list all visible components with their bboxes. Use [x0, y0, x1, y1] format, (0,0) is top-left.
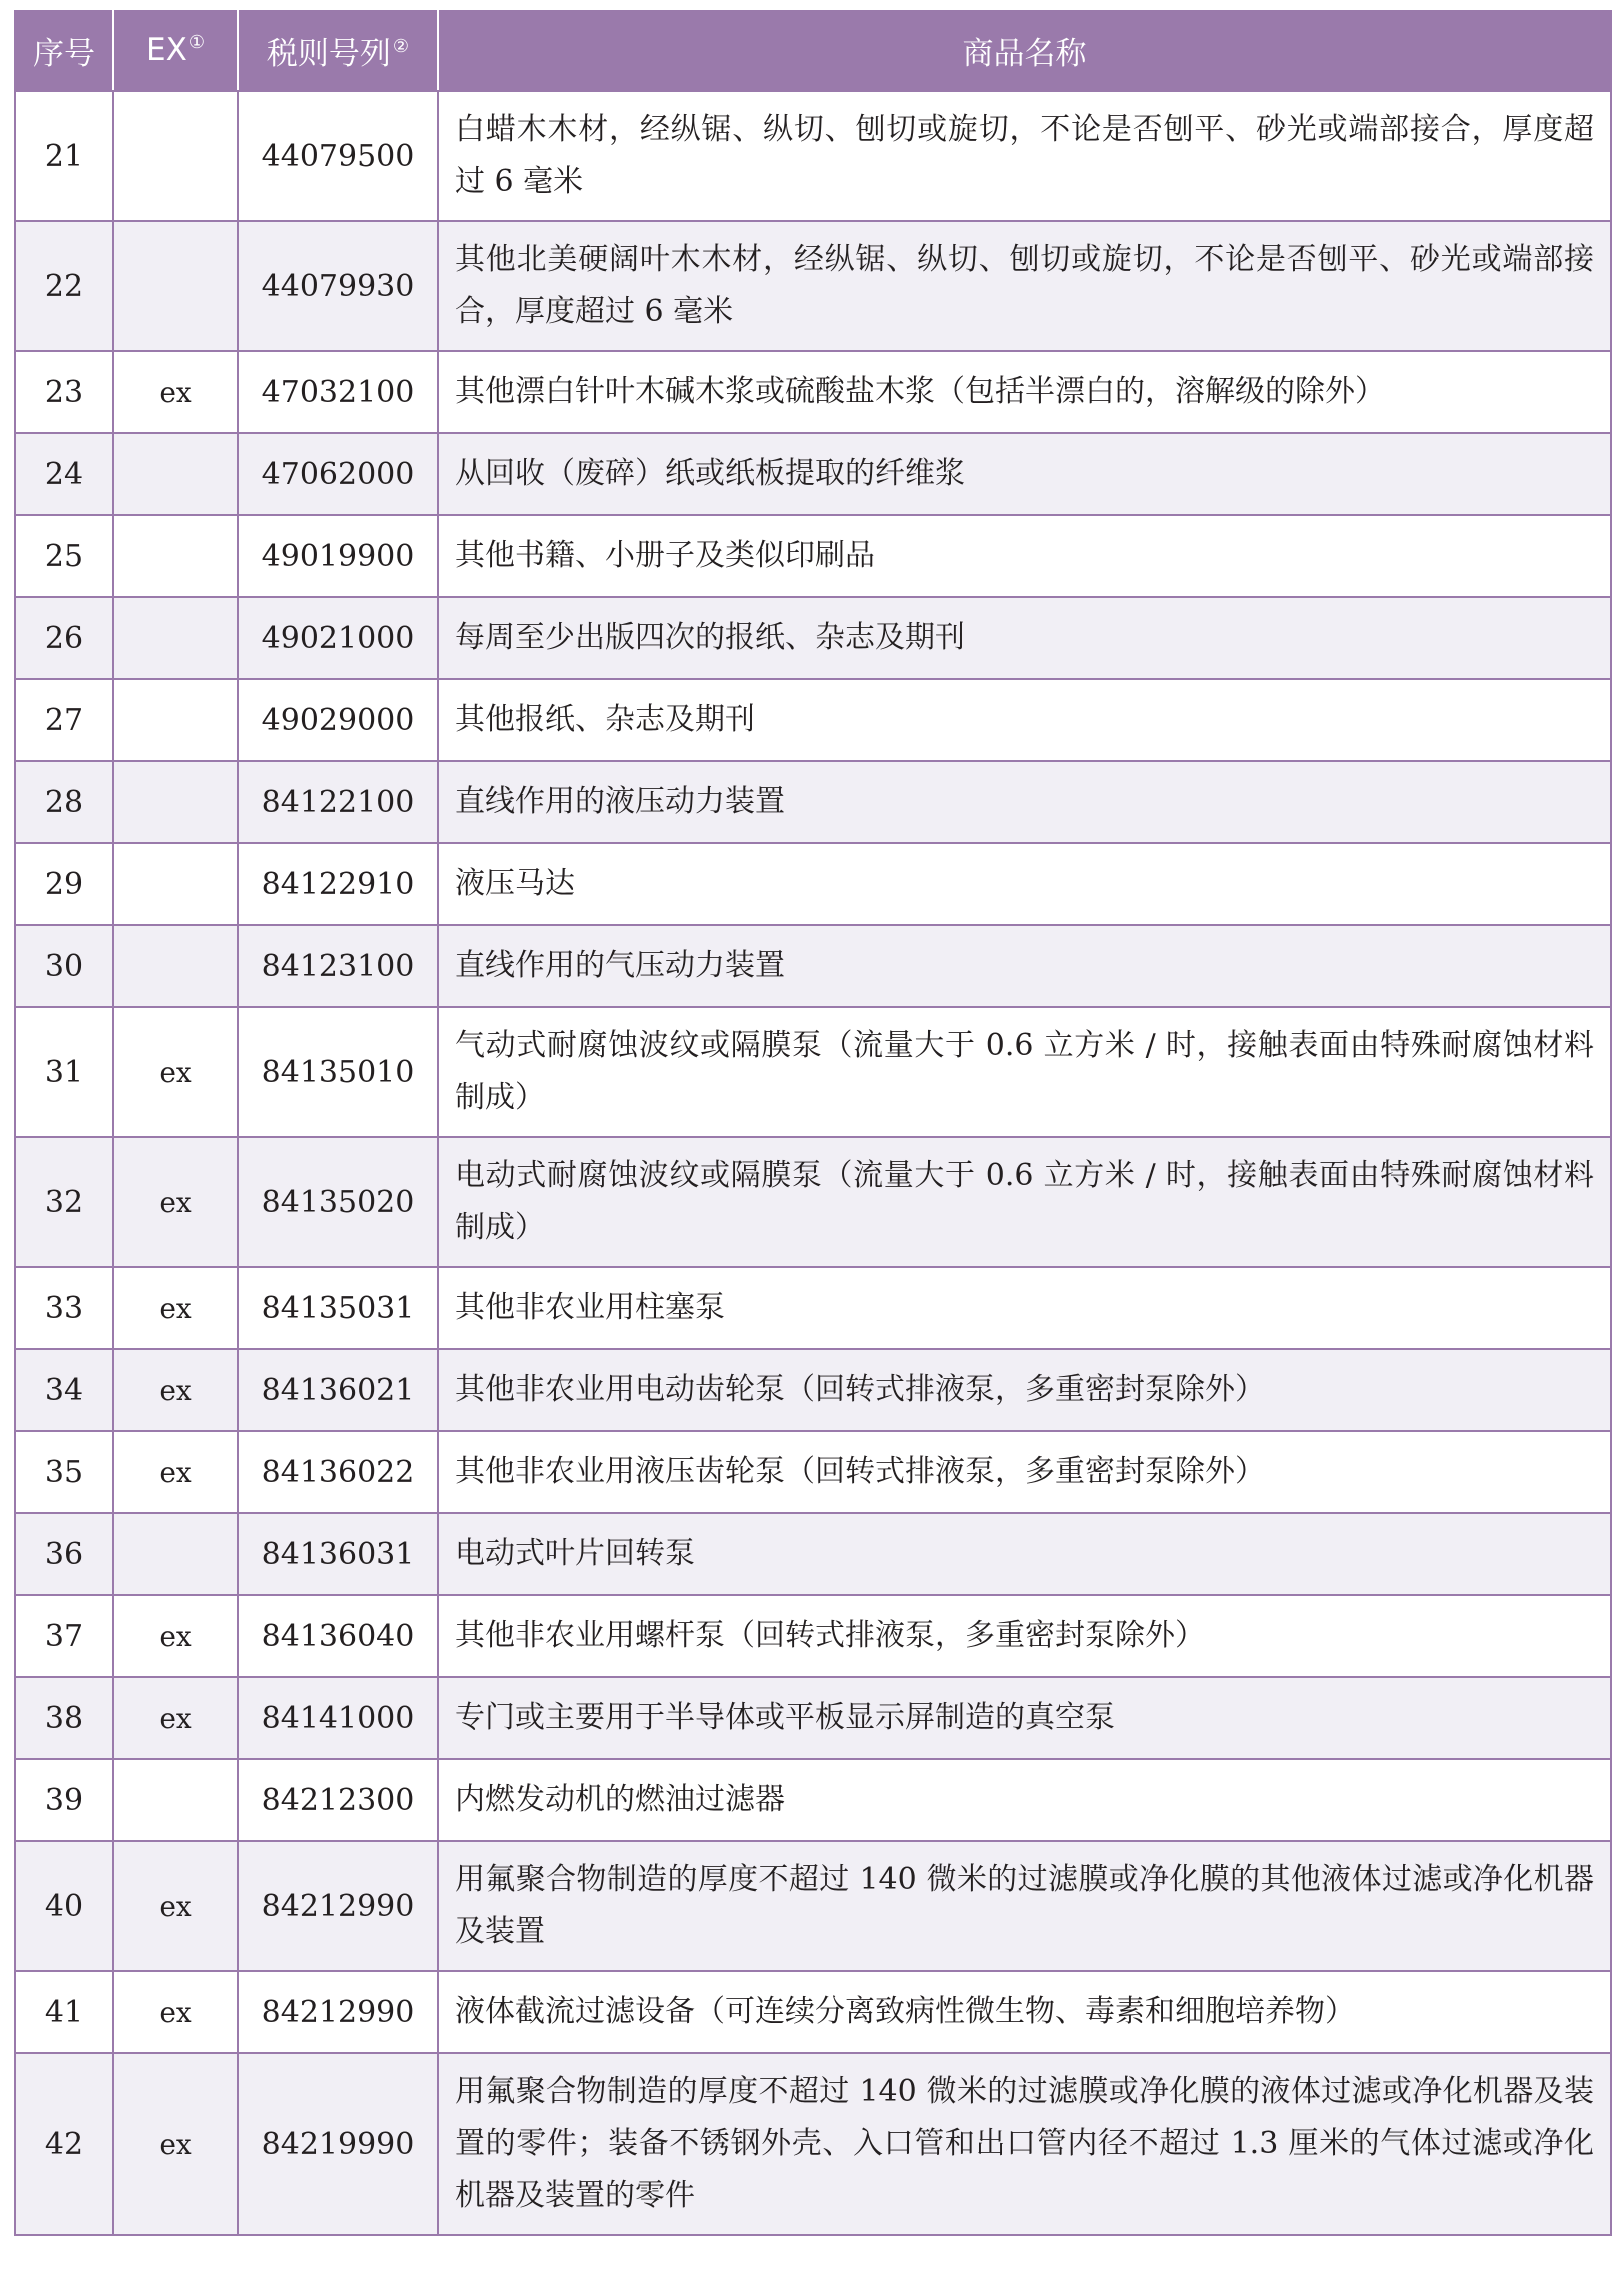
- tariff-table: [14, 10, 1612, 2236]
- ex-cell: [113, 221, 238, 351]
- name-cell: 其他北美硬阔叶木木材，经纵锯、纵切、刨切或旋切，不论是否刨平、砂光或端部接合，厚度超过 6 毫米: [438, 221, 1611, 351]
- ex-cell: [113, 1759, 238, 1841]
- name-cell: 其他非农业用电动齿轮泵（回转式排液泵，多重密封泵除外）: [438, 1349, 1611, 1431]
- ex-cell: ex: [113, 1431, 238, 1513]
- seq-cell: 23: [15, 351, 113, 433]
- table-row: [15, 351, 1611, 433]
- seq-cell: 38: [15, 1677, 113, 1759]
- code-cell: 84141000: [238, 1677, 438, 1759]
- ex-cell: [113, 515, 238, 597]
- code-cell: 49021000: [238, 597, 438, 679]
- seq-cell: 21: [15, 91, 113, 221]
- table-row: [15, 1513, 1611, 1595]
- name-cell: 电动式叶片回转泵: [438, 1513, 1611, 1595]
- ex-cell: ex: [113, 1841, 238, 1971]
- table-row: [15, 221, 1611, 351]
- seq-cell: 41: [15, 1971, 113, 2053]
- name-cell: 其他非农业用螺杆泵（回转式排液泵，多重密封泵除外）: [438, 1595, 1611, 1677]
- name-cell: 内燃发动机的燃油过滤器: [438, 1759, 1611, 1841]
- name-cell: 气动式耐腐蚀波纹或隔膜泵（流量大于 0.6 立方米 / 时，接触表面由特殊耐腐蚀材料制成）: [438, 1007, 1611, 1137]
- name-cell: 其他非农业用柱塞泵: [438, 1267, 1611, 1349]
- code-cell: 84122100: [238, 761, 438, 843]
- ex-cell: [113, 597, 238, 679]
- code-cell: 84136031: [238, 1513, 438, 1595]
- ex-cell: [113, 843, 238, 925]
- table-row: [15, 679, 1611, 761]
- header-code: 税则号列 ②: [238, 10, 438, 91]
- table-row: [15, 433, 1611, 515]
- seq-cell: 22: [15, 221, 113, 351]
- code-cell: 47062000: [238, 433, 438, 515]
- name-cell: 用氟聚合物制造的厚度不超过 140 微米的过滤膜或净化膜的液体过滤或净化机器及装置的零件；装备不锈钢外壳、入口管和出口管内径不超过 1.3 厘米的气体过滤或净化机器及装置的零件: [438, 2053, 1611, 2235]
- code-cell: 44079930: [238, 221, 438, 351]
- seq-cell: 29: [15, 843, 113, 925]
- name-cell: 其他书籍、小册子及类似印刷品: [438, 515, 1611, 597]
- code-cell: 84122910: [238, 843, 438, 925]
- name-cell: 其他漂白针叶木碱木浆或硫酸盐木浆（包括半漂白的，溶解级的除外）: [438, 351, 1611, 433]
- name-cell: 专门或主要用于半导体或平板显示屏制造的真空泵: [438, 1677, 1611, 1759]
- ex-cell: ex: [113, 1349, 238, 1431]
- table-row: [15, 1971, 1611, 2053]
- name-cell: 从回收（废碎）纸或纸板提取的纤维浆: [438, 433, 1611, 515]
- table-row: [15, 1841, 1611, 1971]
- code-cell: 49029000: [238, 679, 438, 761]
- seq-cell: 42: [15, 2053, 113, 2235]
- ex-cell: ex: [113, 351, 238, 433]
- table-row: [15, 1759, 1611, 1841]
- code-cell: 49019900: [238, 515, 438, 597]
- table-row: [15, 1431, 1611, 1513]
- table-row: [15, 1007, 1611, 1137]
- seq-cell: 39: [15, 1759, 113, 1841]
- ex-cell: ex: [113, 1267, 238, 1349]
- name-cell: 每周至少出版四次的报纸、杂志及期刊: [438, 597, 1611, 679]
- seq-cell: 24: [15, 433, 113, 515]
- code-cell: 84135010: [238, 1007, 438, 1137]
- name-cell: 白蜡木木材，经纵锯、纵切、刨切或旋切，不论是否刨平、砂光或端部接合，厚度超过 6 毫米: [438, 91, 1611, 221]
- name-cell: 其他报纸、杂志及期刊: [438, 679, 1611, 761]
- seq-cell: 26: [15, 597, 113, 679]
- table-row: [15, 597, 1611, 679]
- seq-cell: 35: [15, 1431, 113, 1513]
- table-row: [15, 1137, 1611, 1267]
- seq-cell: 33: [15, 1267, 113, 1349]
- name-cell: 电动式耐腐蚀波纹或隔膜泵（流量大于 0.6 立方米 / 时，接触表面由特殊耐腐蚀材料制成）: [438, 1137, 1611, 1267]
- code-cell: 84212990: [238, 1971, 438, 2053]
- name-cell: 液压马达: [438, 843, 1611, 925]
- footnote-mark-1: ①: [188, 32, 205, 53]
- footnote-mark-2: ②: [392, 35, 410, 57]
- name-cell: 直线作用的气压动力装置: [438, 925, 1611, 1007]
- ex-cell: [113, 1513, 238, 1595]
- seq-cell: 30: [15, 925, 113, 1007]
- ex-cell: ex: [113, 1677, 238, 1759]
- seq-cell: 27: [15, 679, 113, 761]
- name-cell: 直线作用的液压动力装置: [438, 761, 1611, 843]
- ex-cell: ex: [113, 2053, 238, 2235]
- code-cell: 84123100: [238, 925, 438, 1007]
- code-cell: 84135020: [238, 1137, 438, 1267]
- table-row: [15, 843, 1611, 925]
- ex-cell: ex: [113, 1971, 238, 2053]
- table-row: [15, 925, 1611, 1007]
- seq-cell: 28: [15, 761, 113, 843]
- name-cell: 液体截流过滤设备（可连续分离致病性微生物、毒素和细胞培养物）: [438, 1971, 1611, 2053]
- ex-cell: [113, 679, 238, 761]
- table-row: [15, 91, 1611, 221]
- code-cell: 84136022: [238, 1431, 438, 1513]
- ex-cell: [113, 761, 238, 843]
- table-row: [15, 2053, 1611, 2235]
- code-cell: 84136021: [238, 1349, 438, 1431]
- code-cell: 44079500: [238, 91, 438, 221]
- ex-cell: [113, 925, 238, 1007]
- seq-cell: 40: [15, 1841, 113, 1971]
- seq-cell: 37: [15, 1595, 113, 1677]
- table-row: [15, 1267, 1611, 1349]
- ex-cell: ex: [113, 1595, 238, 1677]
- name-cell: 其他非农业用液压齿轮泵（回转式排液泵，多重密封泵除外）: [438, 1431, 1611, 1513]
- table-header-row: [15, 10, 1611, 91]
- seq-cell: 32: [15, 1137, 113, 1267]
- header-ex: EX ①: [113, 10, 238, 91]
- header-name: 商品名称: [438, 10, 1611, 91]
- seq-cell: 31: [15, 1007, 113, 1137]
- table-row: [15, 761, 1611, 843]
- table-row: [15, 515, 1611, 597]
- seq-cell: 36: [15, 1513, 113, 1595]
- header-seq: 序号: [15, 10, 113, 91]
- ex-cell: ex: [113, 1137, 238, 1267]
- ex-cell: [113, 91, 238, 221]
- seq-cell: 25: [15, 515, 113, 597]
- table-row: [15, 1677, 1611, 1759]
- table-row: [15, 1349, 1611, 1431]
- ex-cell: [113, 433, 238, 515]
- code-cell: 84212300: [238, 1759, 438, 1841]
- name-cell: 用氟聚合物制造的厚度不超过 140 微米的过滤膜或净化膜的其他液体过滤或净化机器及装置: [438, 1841, 1611, 1971]
- code-cell: 47032100: [238, 351, 438, 433]
- ex-cell: ex: [113, 1007, 238, 1137]
- code-cell: 84136040: [238, 1595, 438, 1677]
- code-cell: 84219990: [238, 2053, 438, 2235]
- seq-cell: 34: [15, 1349, 113, 1431]
- code-cell: 84212990: [238, 1841, 438, 1971]
- table-row: [15, 1595, 1611, 1677]
- code-cell: 84135031: [238, 1267, 438, 1349]
